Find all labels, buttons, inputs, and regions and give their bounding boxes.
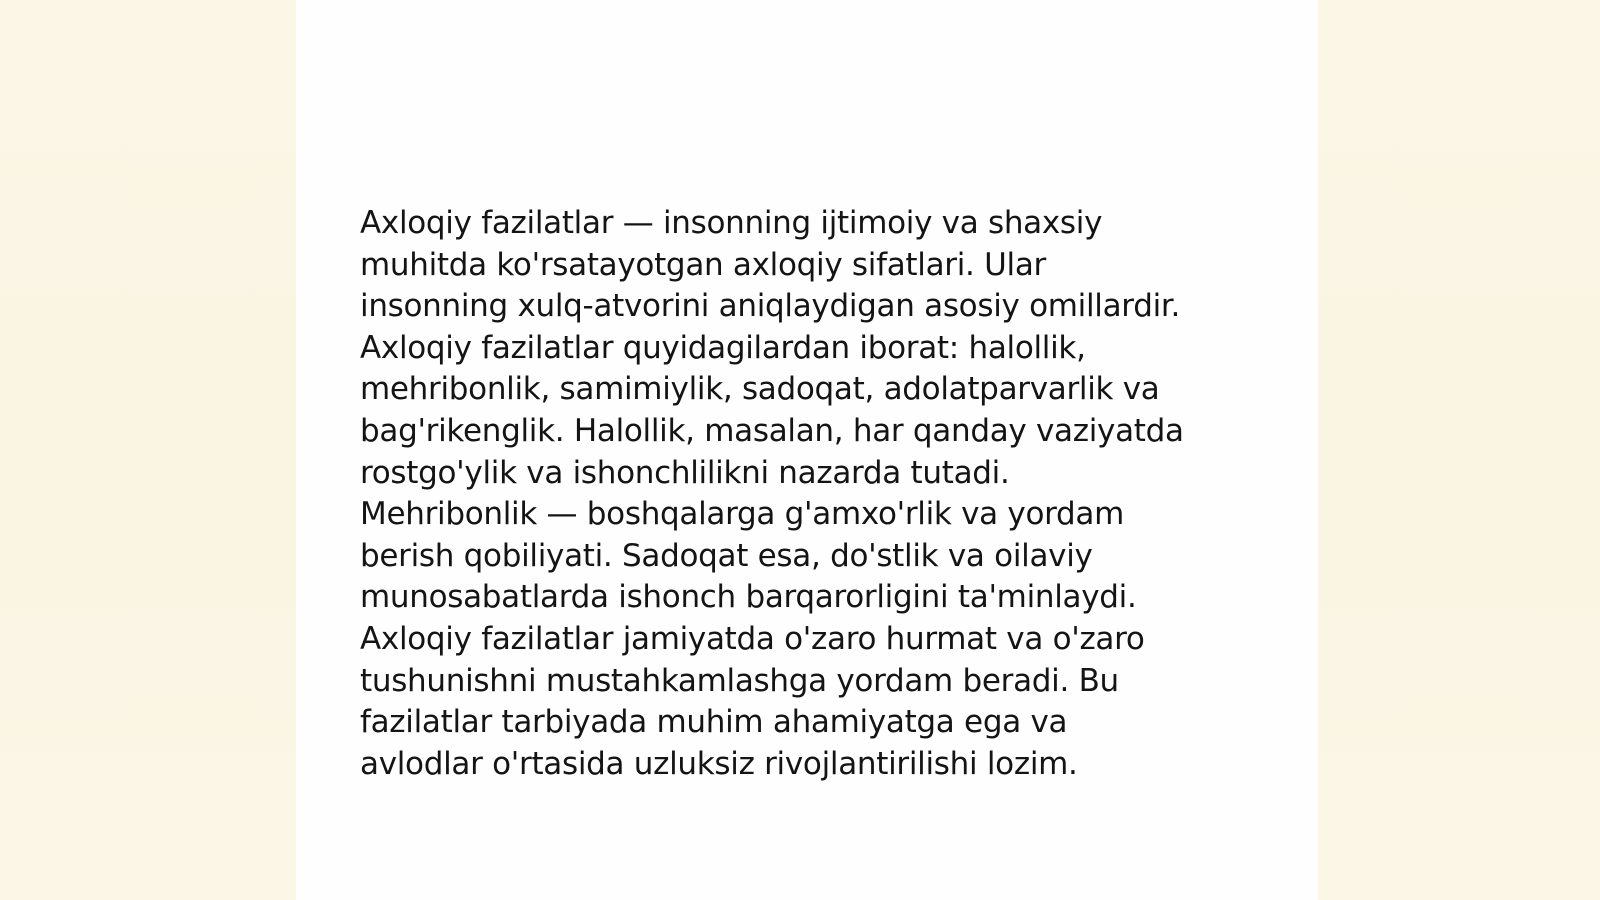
paragraph-line: Mehribonlik — boshqalarga g'amxo'rlik va yordam	[360, 496, 1124, 533]
paragraph-line: muhitda ko'rsatayotgan axloqiy sifatlari. Ular	[360, 246, 1046, 283]
paragraph-line: tushunishni mustahkamlashga yordam beradi. Bu	[360, 662, 1119, 699]
right-side-panel	[1318, 0, 1600, 900]
paragraph-line: insonning xulq-atvorini aniqlaydigan asosiy omillardir.	[360, 288, 1181, 325]
paragraph-line: rostgo'ylik va ishonchlilikni nazarda tutadi.	[360, 454, 1010, 491]
paragraph-line: Axloqiy fazilatlar — insonning ijtimoiy va shaxsiy	[360, 205, 1103, 241]
paragraph-line: bag'rikenglik. Halollik, masalan, har qanday vaziyatda	[360, 412, 1184, 449]
body-paragraph	[360, 203, 1260, 785]
paragraph-line: Axloqiy fazilatlar jamiyatda o'zaro hurmat va o'zaro	[360, 620, 1145, 657]
paragraph-line: mehribonlik, samimiylik, sadoqat, adolatparvarlik va	[360, 371, 1160, 408]
left-side-panel	[0, 0, 296, 900]
paragraph-line: fazilatlar tarbiyada muhim ahamiyatga ega va	[360, 704, 1068, 741]
paragraph-line: munosabatlarda ishonch barqarorligini ta'minlaydi.	[360, 579, 1137, 616]
paragraph-line: avlodlar o'rtasida uzluksiz rivojlantirilishi lozim.	[360, 745, 1078, 782]
paragraph-line: Axloqiy fazilatlar quyidagilardan iborat: halollik,	[360, 329, 1086, 366]
paragraph-line: berish qobiliyati. Sadoqat esa, do'stlik va oilaviy	[360, 537, 1093, 574]
